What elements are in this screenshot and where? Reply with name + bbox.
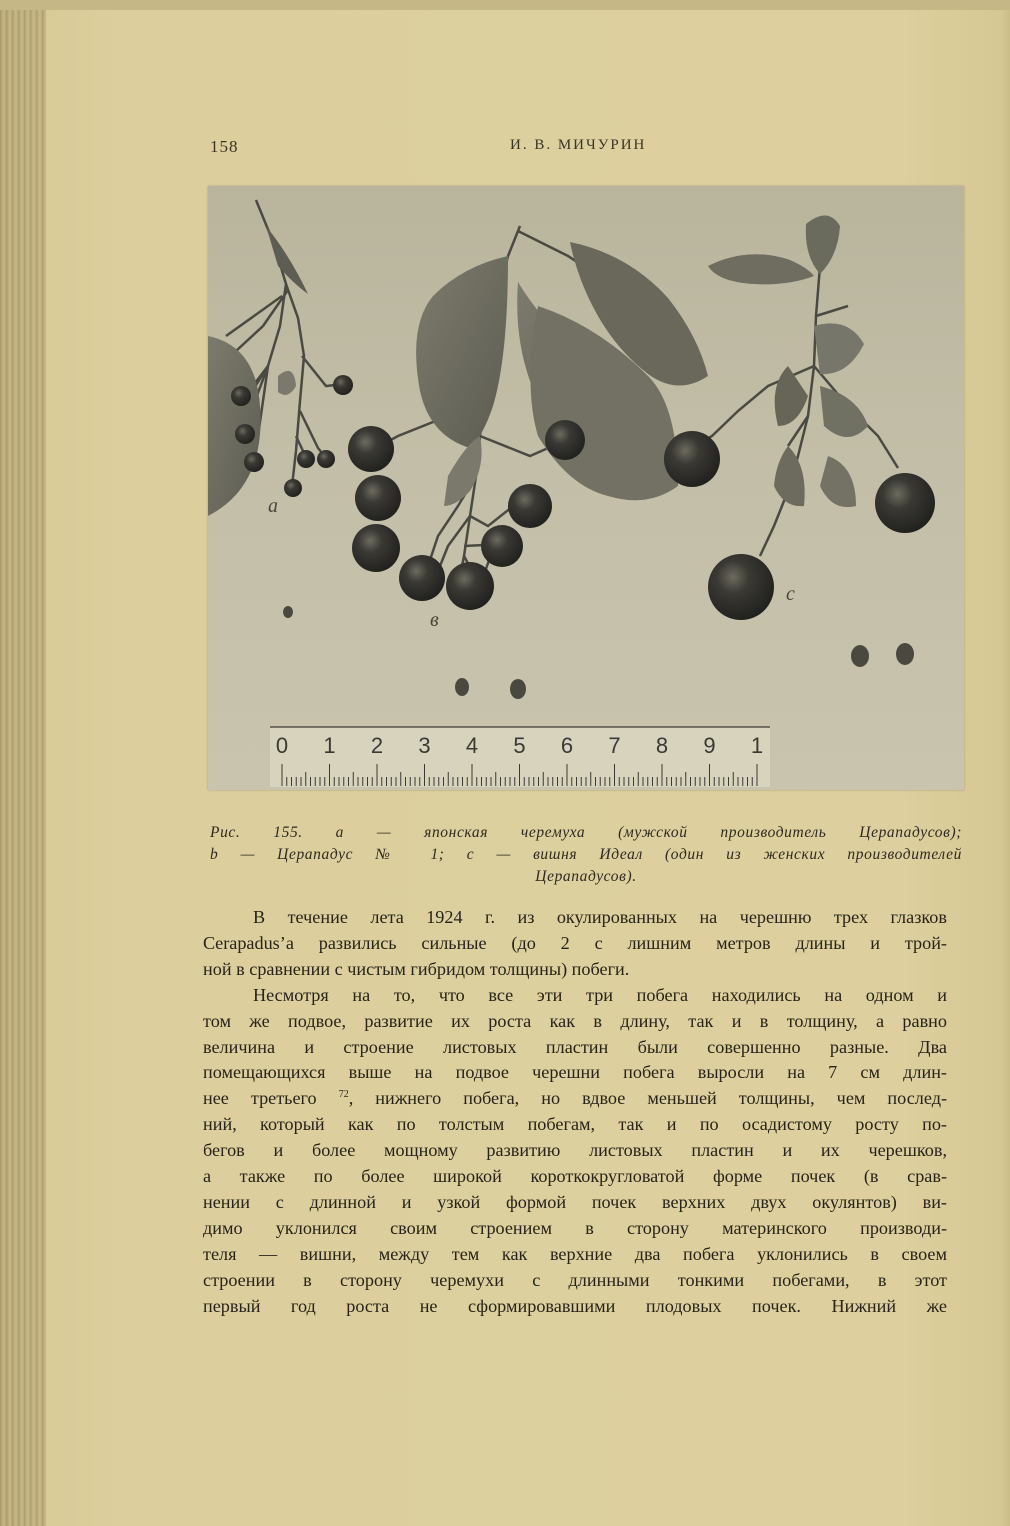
paragraph-1: [203, 905, 947, 983]
cherry-b: [355, 475, 401, 521]
text-line: теля — вишни, между тем как верхние два побега уклонились в своем: [203, 1243, 947, 1264]
text-line: Несмотря на то, что все эти три побега находились на одном и: [253, 984, 947, 1005]
stone: [283, 606, 293, 618]
measuring-ruler: [270, 727, 770, 787]
figure-photograph: [208, 186, 964, 790]
ruler-number: 4: [465, 733, 479, 758]
cherry-b: [352, 524, 400, 572]
stone: [851, 645, 869, 667]
berry-a: [317, 450, 335, 468]
cherry-stones: [283, 606, 914, 699]
text-line: строении в сторону черемухи с длинными тонкими побегами, в этот: [203, 1269, 947, 1290]
caption-line-1: Рис. 155. a — японская черемуха (мужской производитель Церападусов);: [210, 824, 962, 841]
paragraph-2: [203, 983, 947, 1320]
figure-label-b: в: [430, 609, 439, 631]
figure-label-c: c: [786, 583, 795, 605]
text-line: ний, который как по толстым побегам, так и по осадистому росту по-: [203, 1114, 947, 1135]
text-line: Cerapadus’а развились сильные (до 2 с лишним метров длины и трой-: [203, 932, 947, 953]
berry-a: [244, 452, 264, 472]
text-line: димо уклонился своим строением в сторону материнского производи-: [203, 1217, 947, 1238]
ruler-number: 7: [608, 733, 621, 758]
berry-a: [231, 386, 251, 406]
leaf-b-small: [444, 436, 482, 506]
text-line: а также по более широкой короткокругловатой форме почек (в срав-: [203, 1166, 947, 1187]
ruler-number: 1: [750, 733, 764, 758]
ruler-number: 3: [418, 733, 431, 758]
ruler-number: 9: [703, 733, 716, 758]
footnote-ref-72: 72: [338, 1089, 349, 1101]
figure-caption: [210, 822, 962, 888]
caption-line-2: b — Церападус № 1; c — вишня Идеал (один из женских производителей: [210, 846, 962, 863]
caption-line-3: Церападусов).: [535, 868, 637, 885]
cherry-b: [481, 525, 523, 567]
page-number: 158: [210, 137, 239, 156]
berry-a: [235, 424, 255, 444]
ruler-number: 0: [275, 733, 289, 758]
leaf-c-3: [820, 386, 868, 437]
cherry-b: [348, 426, 394, 472]
text-fragment: нее третьего: [203, 1088, 317, 1109]
leaf-c-4: [774, 446, 805, 506]
book-spine-edge: [0, 0, 46, 1526]
text-fragment: , нижнего побега, но вдвое меньшей толщины, чем послед-: [348, 1088, 948, 1109]
running-header: [210, 137, 960, 157]
leaf-c-long: [708, 254, 814, 284]
leaf-b-large: [416, 256, 508, 448]
cherry-b: [399, 555, 445, 601]
cherry-b: [446, 562, 494, 610]
leaf-c-2: [775, 366, 808, 426]
text-line: величина и строение листовых пластин были совершенно разные. Два: [203, 1036, 947, 1057]
leaf-c-top: [806, 215, 840, 274]
text-line: нении с длинной и узкой формой почек верхних двух окулянтов) ви-: [203, 1191, 947, 1212]
berries-c: [664, 431, 935, 620]
page-top-edge: [0, 0, 1010, 10]
berry-a: [333, 375, 353, 395]
berry-a: [297, 450, 315, 468]
running-title: И. В. МИЧУРИН: [510, 137, 647, 153]
stone: [510, 679, 526, 699]
cherry-c: [664, 431, 720, 487]
text-line-with-note: [203, 1086, 947, 1112]
leaf-c-5: [820, 456, 856, 507]
text-line: том же подвое, развитие их роста как в длину, так и в толщину, а равно: [203, 1010, 947, 1031]
berry-a: [284, 479, 302, 497]
figure-label-a: a: [268, 495, 278, 517]
stone: [455, 678, 469, 696]
text-line: бегов и более мощному развитию листовых пластин и их черешков,: [203, 1140, 947, 1161]
cherry-b: [545, 420, 585, 460]
text-line: первый год роста не сформировавшими плодовых почек. Нижний же: [203, 1295, 947, 1316]
text-line: ной в сравнении с чистым гибридом толщины) побеги.: [203, 958, 630, 979]
cherry-photo-illustration: [208, 186, 964, 790]
body-text: [203, 905, 947, 1320]
stone: [896, 643, 914, 665]
ruler-number: 2: [370, 733, 384, 758]
leaf-a-left: [208, 336, 261, 516]
leaf-a-bud: [278, 371, 296, 395]
ruler-number: 5: [513, 733, 526, 758]
text-line: В течение лета 1924 г. из окулированных на черешню трех глазков: [253, 907, 947, 927]
leaf-c-1: [814, 323, 864, 374]
cherry-b: [508, 484, 552, 528]
cherry-c: [875, 473, 935, 533]
cherry-c: [708, 554, 774, 620]
ruler-number: 6: [560, 733, 574, 758]
text-line: помещающихся выше на подвое черешни побега выросли на 7 см длин-: [203, 1062, 947, 1083]
ruler-number: 1: [323, 733, 336, 758]
ruler-number: 8: [655, 733, 669, 758]
